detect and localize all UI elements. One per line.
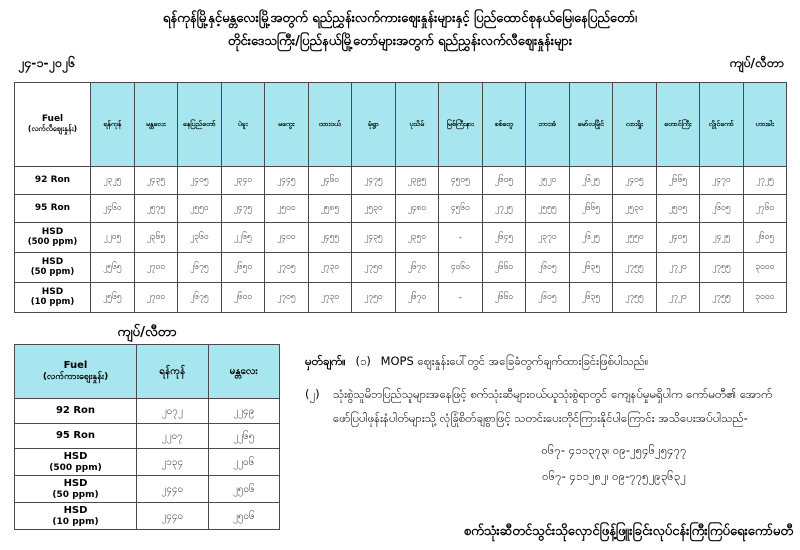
fuel-row-label bbox=[15, 253, 91, 283]
price-cell: ၂၇၀၀ bbox=[134, 253, 178, 283]
note-1-text: MOPS ဈေးနှုန်းပေါ်တွင် အခြေခံတွက်ချက်ထားခြင်းဖြစ်ပါသည်။ bbox=[380, 354, 649, 368]
fuel-row-label bbox=[15, 476, 137, 503]
price-cell: ၂၄၄၀ bbox=[137, 476, 209, 503]
price-cell: ၃၀၀၀ bbox=[743, 253, 787, 283]
fuel-name: HSD bbox=[41, 287, 64, 298]
price-cell: ၂၇၂၀ bbox=[656, 253, 700, 283]
committee-name: စက်သုံးဆီတင်သွင်းသိုလှောင်ဖြန့်ဖြူးခြင်းလုပ်ငန်းကြီးကြပ်ရေးကော်မတီ bbox=[463, 524, 793, 539]
price-cell: ၂၇၂၀ bbox=[656, 283, 700, 313]
price-cell: ၃၀၀၀ bbox=[743, 283, 787, 313]
price-cell: ၂၇၅၀ bbox=[352, 283, 396, 313]
city-header-10: ဘားအံ bbox=[526, 83, 570, 167]
fuel-grade: (10 ppm) bbox=[30, 296, 75, 307]
price-cell: ၂၆၇၅ bbox=[178, 283, 222, 313]
price-cell: ၂၄၃၅ bbox=[352, 223, 396, 253]
fuel-row-label bbox=[15, 503, 137, 530]
price-cell: ၂၂၆၅ bbox=[221, 223, 265, 253]
fuel-header-label: Fuel bbox=[63, 359, 88, 371]
price-cell: - bbox=[439, 283, 483, 313]
price-cell: ၂၂၆၅ bbox=[208, 424, 280, 449]
price-cell: ၂၅၀၆ bbox=[208, 476, 280, 503]
table-row bbox=[15, 503, 280, 530]
fuel-header-label: Fuel bbox=[41, 114, 64, 124]
fuel-name: HSD bbox=[41, 257, 64, 268]
notes-section bbox=[305, 352, 793, 489]
price-cell: ၂၆၇၀ bbox=[395, 283, 439, 313]
price-cell: ၂၆၄၅ bbox=[482, 223, 526, 253]
table-row bbox=[15, 424, 280, 449]
city-header-0: ရန်ကုန် bbox=[137, 345, 209, 399]
note-1-number: (၁) bbox=[355, 354, 371, 368]
price-cell: ၂၅၅၅ bbox=[526, 195, 570, 223]
table-row bbox=[15, 476, 280, 503]
price-cell: ၂၃၄၀ bbox=[221, 167, 265, 195]
price-cell: ၂၆၆၀ bbox=[482, 283, 526, 313]
city-header-6: မုံရွာ bbox=[352, 83, 396, 167]
city-header-7: ပုသိမ် bbox=[395, 83, 439, 167]
fuel-grade: (50 ppm) bbox=[52, 489, 99, 500]
fuel-column-header bbox=[15, 83, 91, 167]
price-cell: ၂၄၆၀ bbox=[91, 195, 135, 223]
hotline-phone-2: ၀၆၇- ၄၁၁၂၈၂၊ ၀၉-၇၇၅၂၉၃၆၃၂ bbox=[542, 468, 686, 483]
price-cell: ၂၃၆၅ bbox=[134, 223, 178, 253]
city-header-1: မန္တလေး bbox=[134, 83, 178, 167]
fuel-name: 92 Ron bbox=[34, 175, 71, 186]
date-label: ၂၄-၁-၂၀၂၆ bbox=[18, 55, 75, 70]
price-cell: ၂၄၀၅ bbox=[656, 223, 700, 253]
title-line-1: ရန်ကုန်မြို့နှင့်မန္တလေးမြို့အတွက် ရည်ညွှန်းလက်ကားဈေးနှုန်းများနှင့် ပြည်ထောင်စုနယ်မြေ၊နေပြည်တော်၊ bbox=[162, 11, 638, 26]
price-cell: ၂၆၀၀ bbox=[221, 283, 265, 313]
price-cell: ၂၇၅၅ bbox=[613, 253, 657, 283]
table-row bbox=[15, 195, 787, 223]
fuel-header-sublabel: (လက်လီဈေးနှုန်း) bbox=[27, 124, 78, 133]
city-header-8: မြစ်ကြီးနား bbox=[439, 83, 483, 167]
price-cell: ၂၆၀၅ bbox=[526, 253, 570, 283]
price-cell: ၂၅၆၅ bbox=[91, 283, 135, 313]
fuel-name: HSD bbox=[41, 227, 64, 238]
price-cell: ၂၅၆၅ bbox=[91, 253, 135, 283]
price-cell: ၂၅၅၀ bbox=[613, 223, 657, 253]
price-cell: ၂၂၀၇ bbox=[137, 424, 209, 449]
price-cell: ၂၇၂၅ bbox=[743, 167, 787, 195]
fuel-name: HSD bbox=[63, 477, 88, 489]
fuel-grade: (10 ppm) bbox=[52, 516, 99, 527]
price-cell: ၂၄၂၅ bbox=[700, 223, 744, 253]
header-row bbox=[15, 83, 787, 167]
price-cell: ၂၄၀၀ bbox=[265, 223, 309, 253]
city-header-2: နေပြည်တော် bbox=[178, 83, 222, 167]
price-cell: ၂၄၀၅ bbox=[178, 167, 222, 195]
city-header-14: လွိုင်ကော် bbox=[700, 83, 744, 167]
city-header-1: မန္တလေး bbox=[208, 345, 280, 399]
price-cell: ၂၇၃၀ bbox=[308, 283, 352, 313]
price-cell: ၂၆၇၀ bbox=[395, 253, 439, 283]
price-cell: ၂၆၀၅ bbox=[482, 167, 526, 195]
fuel-header-sublabel: (လက်ကားဈေးနှုန်း) bbox=[42, 371, 109, 382]
price-cell: - bbox=[439, 223, 483, 253]
hotline-phone-1: ၀၆၇- ၄၁၁၃၇၃၊ ၀၉-၂၅၄၆၂၅၄၇၇ bbox=[541, 442, 687, 457]
fuel-name: HSD bbox=[63, 504, 88, 516]
price-cell: ၂၆၆၅ bbox=[569, 195, 613, 223]
fuel-row-label bbox=[15, 283, 91, 313]
price-cell: ၂၆၀၅ bbox=[700, 195, 744, 223]
price-cell: ၂၃၅၀ bbox=[395, 223, 439, 253]
price-cell: ၂၆၆၀ bbox=[482, 253, 526, 283]
price-cell: ၂၆၃၅ bbox=[569, 253, 613, 283]
price-cell: ၂၃၂၅ bbox=[91, 167, 135, 195]
price-cell: ၂၇၀၀ bbox=[134, 283, 178, 313]
price-cell: ၂၆၇၅ bbox=[178, 253, 222, 283]
price-cell: ၂၅၇၅ bbox=[134, 195, 178, 223]
price-cell: ၂၄၅၅ bbox=[308, 223, 352, 253]
price-cell: ၂၅၅၀ bbox=[178, 195, 222, 223]
fuel-column-header bbox=[15, 345, 137, 399]
price-cell: ၂၁၃၄ bbox=[137, 449, 209, 476]
price-cell: ၂၄၇၀ bbox=[700, 167, 744, 195]
city-header-4: မကွေး bbox=[265, 83, 309, 167]
price-cell: ၂၆၃၅ bbox=[569, 283, 613, 313]
price-cell: ၂၇၂၅ bbox=[482, 195, 526, 223]
price-cell: ၂၂၄၉ bbox=[208, 399, 280, 424]
price-cell: ၂၃၆၀ bbox=[178, 223, 222, 253]
fuel-row-label bbox=[15, 449, 137, 476]
price-cell: ၂၄၆၀ bbox=[308, 167, 352, 195]
fuel-name: 92 Ron bbox=[55, 405, 96, 416]
price-cell: ၂၆၂၅ bbox=[569, 167, 613, 195]
price-cell: ၂၅၈၅ bbox=[308, 195, 352, 223]
price-cell: ၂၆၀၅ bbox=[743, 223, 787, 253]
price-cell: ၂၃၇၀ bbox=[526, 223, 570, 253]
note-1 bbox=[305, 352, 793, 370]
price-cell: ၂၇၀၅ bbox=[265, 283, 309, 313]
fuel-name: HSD bbox=[63, 450, 88, 462]
fuel-row-label bbox=[15, 399, 137, 424]
document-title bbox=[0, 7, 800, 53]
price-cell: ၂၇၆၀ bbox=[743, 195, 787, 223]
notes-label: မှတ်ချက်။ bbox=[305, 354, 346, 368]
price-cell: ၂၇၅၅ bbox=[700, 283, 744, 313]
price-cell: ၂၄၄၀ bbox=[137, 503, 209, 530]
price-cell: ၂၇၀၅ bbox=[265, 253, 309, 283]
price-cell: ၂၅၀၅ bbox=[656, 195, 700, 223]
price-cell: ၄၅၆၀ bbox=[439, 195, 483, 223]
table-row bbox=[15, 253, 787, 283]
title-line-2: တိုင်းဒေသကြီး/ပြည်နယ်မြို့တော်များအတွက် ရည်ညွှန်းလက်လီဈေးနှုန်းများ bbox=[227, 34, 573, 49]
table-row bbox=[15, 167, 787, 195]
price-cell: ၂၄၃၅ bbox=[134, 167, 178, 195]
price-cell: ၄၀၆၀ bbox=[439, 253, 483, 283]
fuel-grade: (500 ppm) bbox=[27, 236, 78, 247]
price-cell: ၂၇၅၅ bbox=[613, 283, 657, 313]
wholesale-price-table bbox=[14, 344, 280, 530]
city-header-12: လားရှိုး bbox=[613, 83, 657, 167]
city-header-9: စစ်တွေ bbox=[482, 83, 526, 167]
price-cell: ၂၆၆၅ bbox=[656, 167, 700, 195]
fuel-row-label bbox=[15, 195, 91, 223]
price-cell: ၂၇၅၅ bbox=[700, 253, 744, 283]
city-header-3: ပဲခူး bbox=[221, 83, 265, 167]
price-cell: ၂၅၂၀ bbox=[526, 167, 570, 195]
price-cell: ၂၂၀၅ bbox=[91, 223, 135, 253]
city-header-13: တောင်ကြီး bbox=[656, 83, 700, 167]
table-row bbox=[15, 223, 787, 253]
note-2-number: (၂) bbox=[305, 387, 320, 402]
city-header-5: ထားဝယ် bbox=[308, 83, 352, 167]
price-cell: ၂၄၇၅ bbox=[352, 167, 396, 195]
fuel-row-label bbox=[15, 223, 91, 253]
unit-label-wholesale: ကျပ်/လီတာ bbox=[117, 324, 177, 340]
note-2 bbox=[305, 383, 793, 430]
price-cell: ၂၄၄၅ bbox=[265, 167, 309, 195]
price-cell: ၂၅၃၀ bbox=[613, 195, 657, 223]
price-cell: ၂၃၉၅ bbox=[395, 167, 439, 195]
city-header-11: မော်လမြိုင် bbox=[569, 83, 613, 167]
table-row bbox=[15, 283, 787, 313]
header-row bbox=[15, 345, 280, 399]
price-cell: ၂၆၅၀ bbox=[221, 253, 265, 283]
price-cell: ၂၀၇၂ bbox=[137, 399, 209, 424]
price-cell: ၂၄၀၅ bbox=[613, 167, 657, 195]
fuel-row-label bbox=[15, 424, 137, 449]
fuel-grade: (50 ppm) bbox=[30, 266, 75, 277]
city-header-0: ရန်ကုန် bbox=[91, 83, 135, 167]
hotline-numbers bbox=[305, 437, 793, 490]
price-cell: ၂၄၈၀ bbox=[395, 195, 439, 223]
price-cell: ၂၆၀၅ bbox=[526, 283, 570, 313]
fuel-row-label bbox=[15, 167, 91, 195]
price-cell: ၂၂၀၆ bbox=[208, 449, 280, 476]
city-header-15: ဟားခါး bbox=[743, 83, 787, 167]
fuel-grade: (500 ppm) bbox=[49, 462, 102, 473]
fuel-name: 95 Ron bbox=[55, 430, 96, 441]
price-cell: ၂၆၂၅ bbox=[569, 223, 613, 253]
table-row bbox=[15, 449, 280, 476]
table-row bbox=[15, 399, 280, 424]
price-cell: ၂၄၇၅ bbox=[221, 195, 265, 223]
unit-label-top: ကျပ်/လီတာ bbox=[729, 55, 784, 70]
price-cell: ၄၅၀၅ bbox=[439, 167, 483, 195]
note-2-text: သုံးစွဲသူမိဘပြည်သူများအနေဖြင့် စက်သုံးဆီများဝယ်ယူသုံးစွဲရာတွင် ကျေနပ်မှုမရှိပါက ကော်မတီ၏ အောက်ဖော်ပြပါဖုန်းနံပါတ်များသို့ လုံခြုံစိတ်ချစွာဖြင့် သတင်းပေးတိုင်ကြားနိုင်ပါကြောင်း အသိပေးအပ်ပါသည်- bbox=[333, 387, 773, 425]
price-cell: ၂၇၃၀ bbox=[308, 253, 352, 283]
price-cell: ၂၅၀၀ bbox=[265, 195, 309, 223]
price-cell: ၂၇၅၀ bbox=[352, 253, 396, 283]
price-cell: ၂၅၃၀ bbox=[352, 195, 396, 223]
price-cell: ၂၅၀၆ bbox=[208, 503, 280, 530]
fuel-name: 95 Ron bbox=[34, 203, 71, 214]
retail-price-table bbox=[14, 82, 787, 313]
